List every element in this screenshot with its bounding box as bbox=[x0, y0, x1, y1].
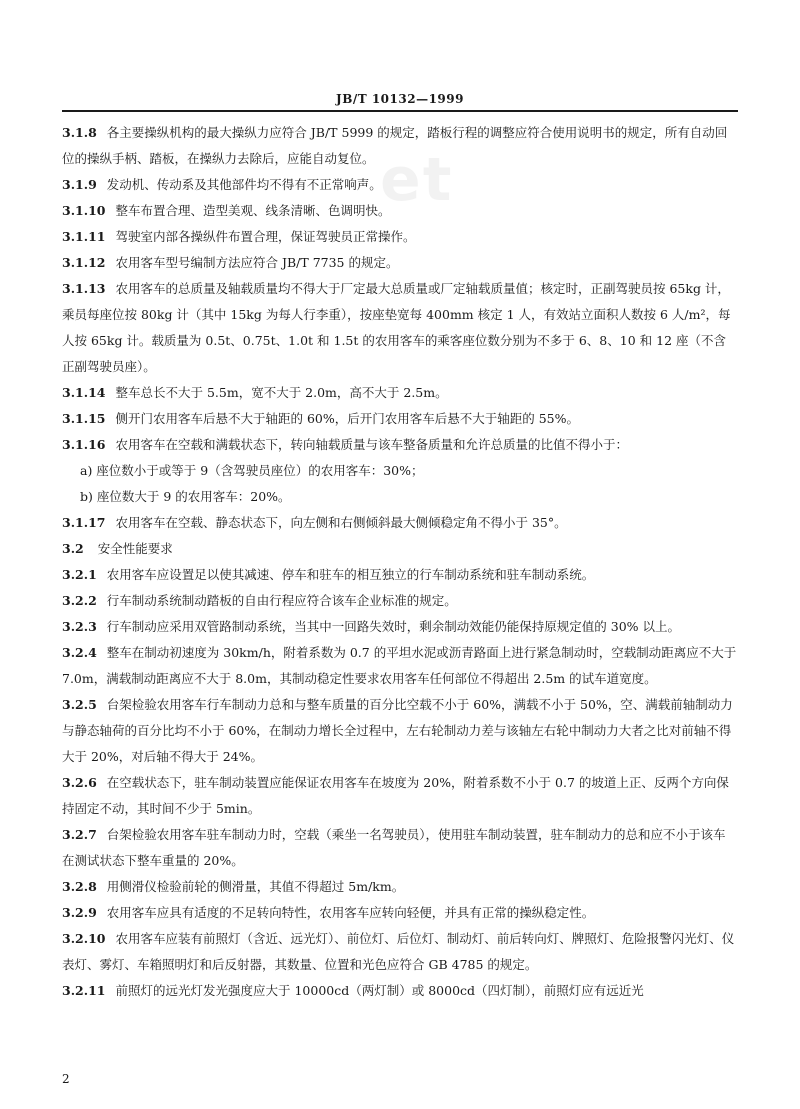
clause-paragraph bbox=[62, 874, 738, 900]
clause-text: 农用客车型号编制方法应符合 JB/T 7735 的规定。 bbox=[115, 255, 399, 270]
clause-number: 3.2.8 bbox=[62, 879, 97, 894]
clause-paragraph bbox=[62, 198, 738, 224]
clause-text: 台架检验农用客车行车制动力总和与整车质量的百分比空载不小于 60%，满载不小于 50%，空、满载前轴制动力与静态轴荷的百分比均不小于 60%，在制动力增长全过程中，左右轮制动力差与该轴左右轮中制动力大者之比对前轴不得大于 20%，对后轴不得大于 24%。 bbox=[62, 697, 733, 764]
clause-number: 3.2.3 bbox=[62, 619, 97, 634]
clause-text: 在空载状态下，驻车制动装置应能保证农用客车在坡度为 20%，附着系数不小于 0.7 的坡道上正、反两个方向保持固定不动，其时间不少于 5min。 bbox=[62, 775, 729, 816]
clause-text: 农用客车在空载和满载状态下，转向轴载质量与该车整备质量和允许总质量的比值不得小于： bbox=[115, 437, 629, 452]
clause-text: 整车总长不大于 5.5m，宽不大于 2.0m，高不大于 2.5m。 bbox=[115, 385, 448, 400]
clause-paragraph bbox=[62, 562, 738, 588]
clause-number: 3.2.2 bbox=[62, 593, 97, 608]
clause-text: 农用客车在空载、静态状态下，向左侧和右侧倾斜最大侧倾稳定角不得小于 35°。 bbox=[115, 515, 567, 530]
clause-paragraph bbox=[62, 614, 738, 640]
clause-paragraph bbox=[62, 510, 738, 536]
clause-text: 驾驶室内部各操纵件布置合理，保证驾驶员正常操作。 bbox=[115, 229, 416, 244]
clause-paragraph bbox=[62, 276, 738, 380]
clause-paragraph bbox=[62, 250, 738, 276]
clause-number: 3.1.8 bbox=[62, 125, 97, 140]
clause-number: 3.1.9 bbox=[62, 177, 97, 192]
clause-number: 3.2.7 bbox=[62, 827, 97, 842]
clause-paragraph bbox=[62, 822, 738, 874]
clause-paragraph bbox=[62, 900, 738, 926]
clause-paragraph bbox=[62, 380, 738, 406]
clause-sub-item: a) 座位数小于或等于 9（含驾驶员座位）的农用客车：30%； bbox=[80, 463, 424, 478]
clause-paragraph bbox=[62, 692, 738, 770]
clause-text: 前照灯的远光灯发光强度应大于 10000cd（两灯制）或 8000cd（四灯制），前照灯应有远近光 bbox=[115, 983, 644, 998]
clause-text: 各主要操纵机构的最大操纵力应符合 JB/T 5999 的规定，踏板行程的调整应符合使用说明书的规定，所有自动回位的操纵手柄、踏板，在操纵力去除后，应能自动复位。 bbox=[62, 125, 728, 166]
clause-paragraph bbox=[62, 406, 738, 432]
clause-paragraph bbox=[62, 926, 738, 978]
clause-paragraph bbox=[62, 978, 738, 1004]
clause-number: 3.1.13 bbox=[62, 281, 106, 296]
clause-number: 3.2.11 bbox=[62, 983, 106, 998]
clause-text: 安全性能要求 bbox=[97, 541, 173, 556]
clause-number: 3.2.10 bbox=[62, 931, 106, 946]
clause-number: 3.1.12 bbox=[62, 255, 106, 270]
clause-text: 农用客车应装有前照灯（含近、远光灯）、前位灯、后位灯、制动灯、前后转向灯、牌照灯、危险报警闪光灯、仪表灯、雾灯、车箱照明灯和后反射器，其数量、位置和光色应符合 GB 4785 的规定。 bbox=[62, 931, 735, 972]
page-number: 2 bbox=[62, 1072, 70, 1086]
clause-number: 3.2.5 bbox=[62, 697, 97, 712]
clause-number: 3.1.15 bbox=[62, 411, 106, 426]
clause-text: 台架检验农用客车驻车制动力时，空载（乘坐一名驾驶员），使用驻车制动装置，驻车制动力的总和应不小于该车在测试状态下整车重量的 20%。 bbox=[62, 827, 726, 868]
clause-paragraph bbox=[62, 640, 738, 692]
clause-paragraph bbox=[62, 224, 738, 250]
standard-code-header: JB/T 10132—1999 bbox=[336, 92, 464, 106]
clause-paragraph bbox=[62, 172, 738, 198]
clause-text: 行车制动应采用双管路制动系统，当其中一回路失效时，剩余制动效能仍能保持原规定值的 30% 以上。 bbox=[106, 619, 681, 634]
clause-text: 侧开门农用客车后悬不大于轴距的 60%，后开门农用客车后悬不大于轴距的 55%。 bbox=[115, 411, 580, 426]
watermark-text: et bbox=[380, 145, 454, 215]
clause-text: 整车在制动初速度为 30km/h，附着系数为 0.7 的平坦水泥或沥青路面上进行紧急制动时，空载制动距离应不大于 7.0m，满载制动距离应不大于 8.0m，其制动稳定性要求农用客车任何部位不得超出 2.5m 的试车道宽度。 bbox=[62, 645, 737, 686]
section-heading bbox=[62, 536, 738, 562]
clause-paragraph bbox=[62, 432, 738, 458]
clause-paragraph bbox=[62, 120, 738, 172]
clause-paragraph bbox=[62, 770, 738, 822]
clause-number: 3.2.9 bbox=[62, 905, 97, 920]
clause-number: 3.2.4 bbox=[62, 645, 97, 660]
clause-text: 发动机、传动系及其他部件均不得有不正常响声。 bbox=[106, 177, 382, 192]
clause-text: 整车布置合理、造型美观、线条清晰、色调明快。 bbox=[115, 203, 391, 218]
clause-number: 3.1.14 bbox=[62, 385, 106, 400]
clause-text: 农用客车应具有适度的不足转向特性，农用客车应转向轻便，并具有正常的操纵稳定性。 bbox=[106, 905, 595, 920]
clause-text: 用侧滑仪检验前轮的侧滑量，其值不得超过 5m/km。 bbox=[106, 879, 405, 894]
clause-sub-item: b) 座位数大于 9 的农用客车：20%。 bbox=[80, 489, 291, 504]
clause-text: 农用客车应设置足以使其减速、停车和驻车的相互独立的行车制动系统和驻车制动系统。 bbox=[106, 567, 595, 582]
header-rule bbox=[62, 110, 738, 112]
clause-number: 3.2 bbox=[62, 541, 84, 556]
clause-number: 3.1.16 bbox=[62, 437, 106, 452]
clause-number: 3.1.11 bbox=[62, 229, 106, 244]
clause-number: 3.1.17 bbox=[62, 515, 106, 530]
clause-text: 行车制动系统制动踏板的自由行程应符合该车企业标准的规定。 bbox=[106, 593, 457, 608]
clause-number: 3.2.6 bbox=[62, 775, 97, 790]
clause-number: 3.1.10 bbox=[62, 203, 106, 218]
clause-paragraph bbox=[62, 588, 738, 614]
clause-list bbox=[62, 120, 738, 1004]
clause-number: 3.2.1 bbox=[62, 567, 97, 582]
clause-text: 农用客车的总质量及轴载质量均不得大于厂定最大总质量或厂定轴载质量值；核定时，正副驾驶员按 65kg 计，乘员每座位按 80kg 计（其中 15kg 为每人行李重），按座垫宽每 400mm 核定 1 人，有效站立面积人数按 6 人/m²，每人按 65kg 计。载质量为 0.5t、0.75t、1.0t 和 1.5t 的农用客车的乘客座位数分别为不多于 6、8、10 和 12 座（不含正副驾驶员座）。 bbox=[62, 281, 731, 374]
